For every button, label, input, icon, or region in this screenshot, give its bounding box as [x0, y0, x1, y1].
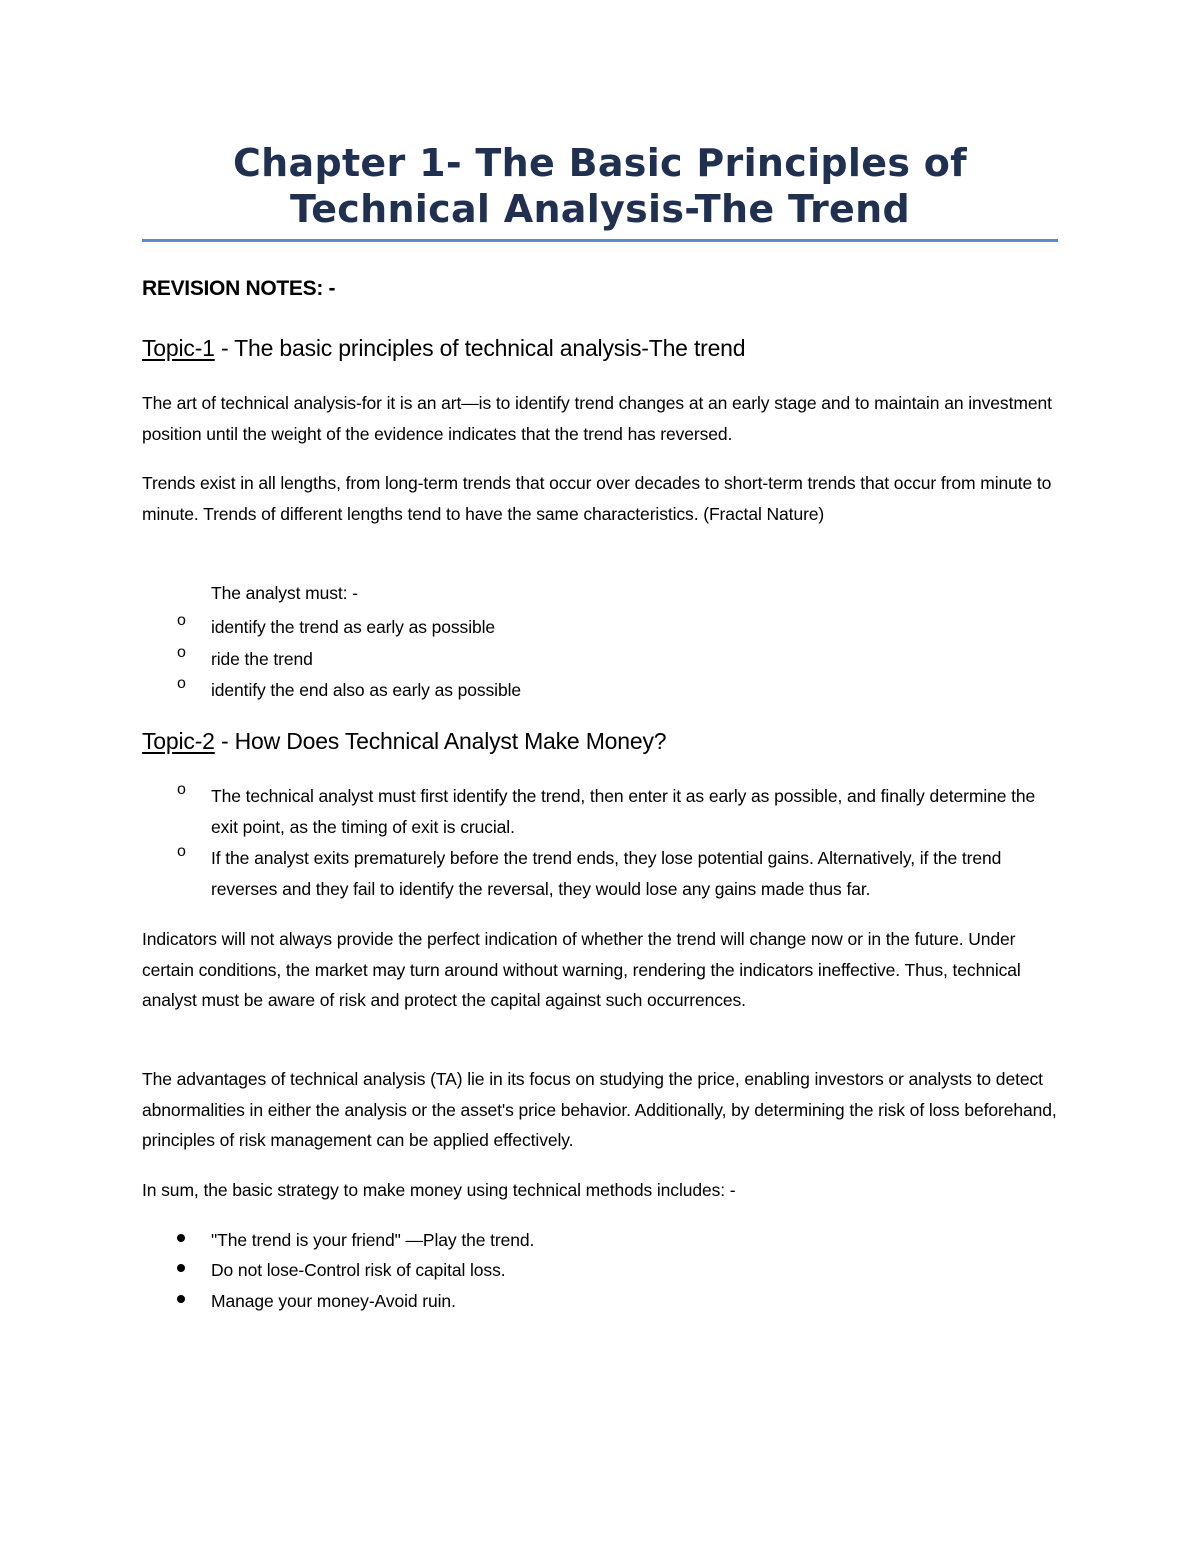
circle-bullet-icon: o	[177, 781, 186, 798]
topic-1-title: - The basic principles of technical analysis-The trend	[214, 335, 746, 361]
title-divider	[142, 239, 1058, 242]
strategy-list-item-text: Manage your money-Avoid ruin.	[211, 1291, 456, 1311]
analyst-list-item-text: identify the end also as early as possible	[211, 680, 522, 700]
circle-bullet-icon: o	[177, 612, 186, 629]
title-line-1: Chapter 1- The Basic Principles of	[232, 141, 968, 185]
bullet-dot-icon	[177, 1295, 185, 1303]
paragraph-in-sum: In sum, the basic strategy to make money using technical methods includes: -	[142, 1180, 736, 1200]
analyst-list-item-text: identify the trend as early as possible	[211, 617, 496, 637]
topic-2-label: Topic-2	[142, 728, 215, 754]
topic-2-title: - How Does Technical Analyst Make Money?	[214, 728, 667, 754]
topic-1-heading	[142, 335, 1062, 362]
circle-bullet-icon: o	[177, 675, 186, 692]
paragraph-advantages: The advantages of technical analysis (TA) lie in its focus on studying the price, enabling investors or analysts to detect abnormalities in either the analysis or the asset's price behavior. Additionally, by determining the risk of loss beforehand, principles of risk management can be applied effectively.	[142, 1069, 1057, 1150]
analyst-must-intro: The analyst must: -	[211, 583, 358, 603]
topic-1-label: Topic-1	[142, 335, 215, 361]
title-line-2: Technical Analysis-The Trend	[290, 187, 910, 231]
topic-2-heading	[142, 728, 1062, 755]
circle-bullet-icon: o	[177, 843, 186, 860]
paragraph-art-of-ta: The art of technical analysis-for it is an art—is to identify trend changes at an early stage and to maintain an investment position until the weight of the evidence indicates that the trend has reversed.	[142, 393, 1052, 444]
revision-notes-label: REVISION NOTES: -	[142, 277, 336, 300]
topic-2-list-item-text: The technical analyst must first identify the trend, then enter it as early as possible, and finally determine the exit point, as the timing of exit is crucial.	[211, 786, 1036, 837]
strategy-list-item-text: Do not lose-Control risk of capital loss.	[211, 1260, 506, 1280]
document-title	[142, 140, 1058, 232]
circle-bullet-icon: o	[177, 644, 186, 661]
topic-2-list-item-text: If the analyst exits prematurely before the trend ends, they lose potential gains. Alternatively, if the trend reverses and they fail to identify the reversal, they would lose any gains made thus far.	[211, 848, 1002, 899]
paragraph-trends-lengths: Trends exist in all lengths, from long-term trends that occur over decades to short-term trends that occur from minute to minute. Trends of different lengths tend to have the same characteristics. (Fractal Nature)	[142, 473, 1052, 524]
paragraph-indicators: Indicators will not always provide the perfect indication of whether the trend will change now or in the future. Under certain conditions, the market may turn around without warning, rendering the indicators ineffective. Thus, technical analyst must be aware of risk and protect the capital against such occurrences.	[142, 929, 1021, 1010]
bullet-dot-icon	[177, 1234, 185, 1242]
bullet-dot-icon	[177, 1264, 185, 1272]
strategy-list-item-text: "The trend is your friend" —Play the trend.	[211, 1230, 535, 1250]
analyst-list-item-text: ride the trend	[211, 649, 313, 669]
